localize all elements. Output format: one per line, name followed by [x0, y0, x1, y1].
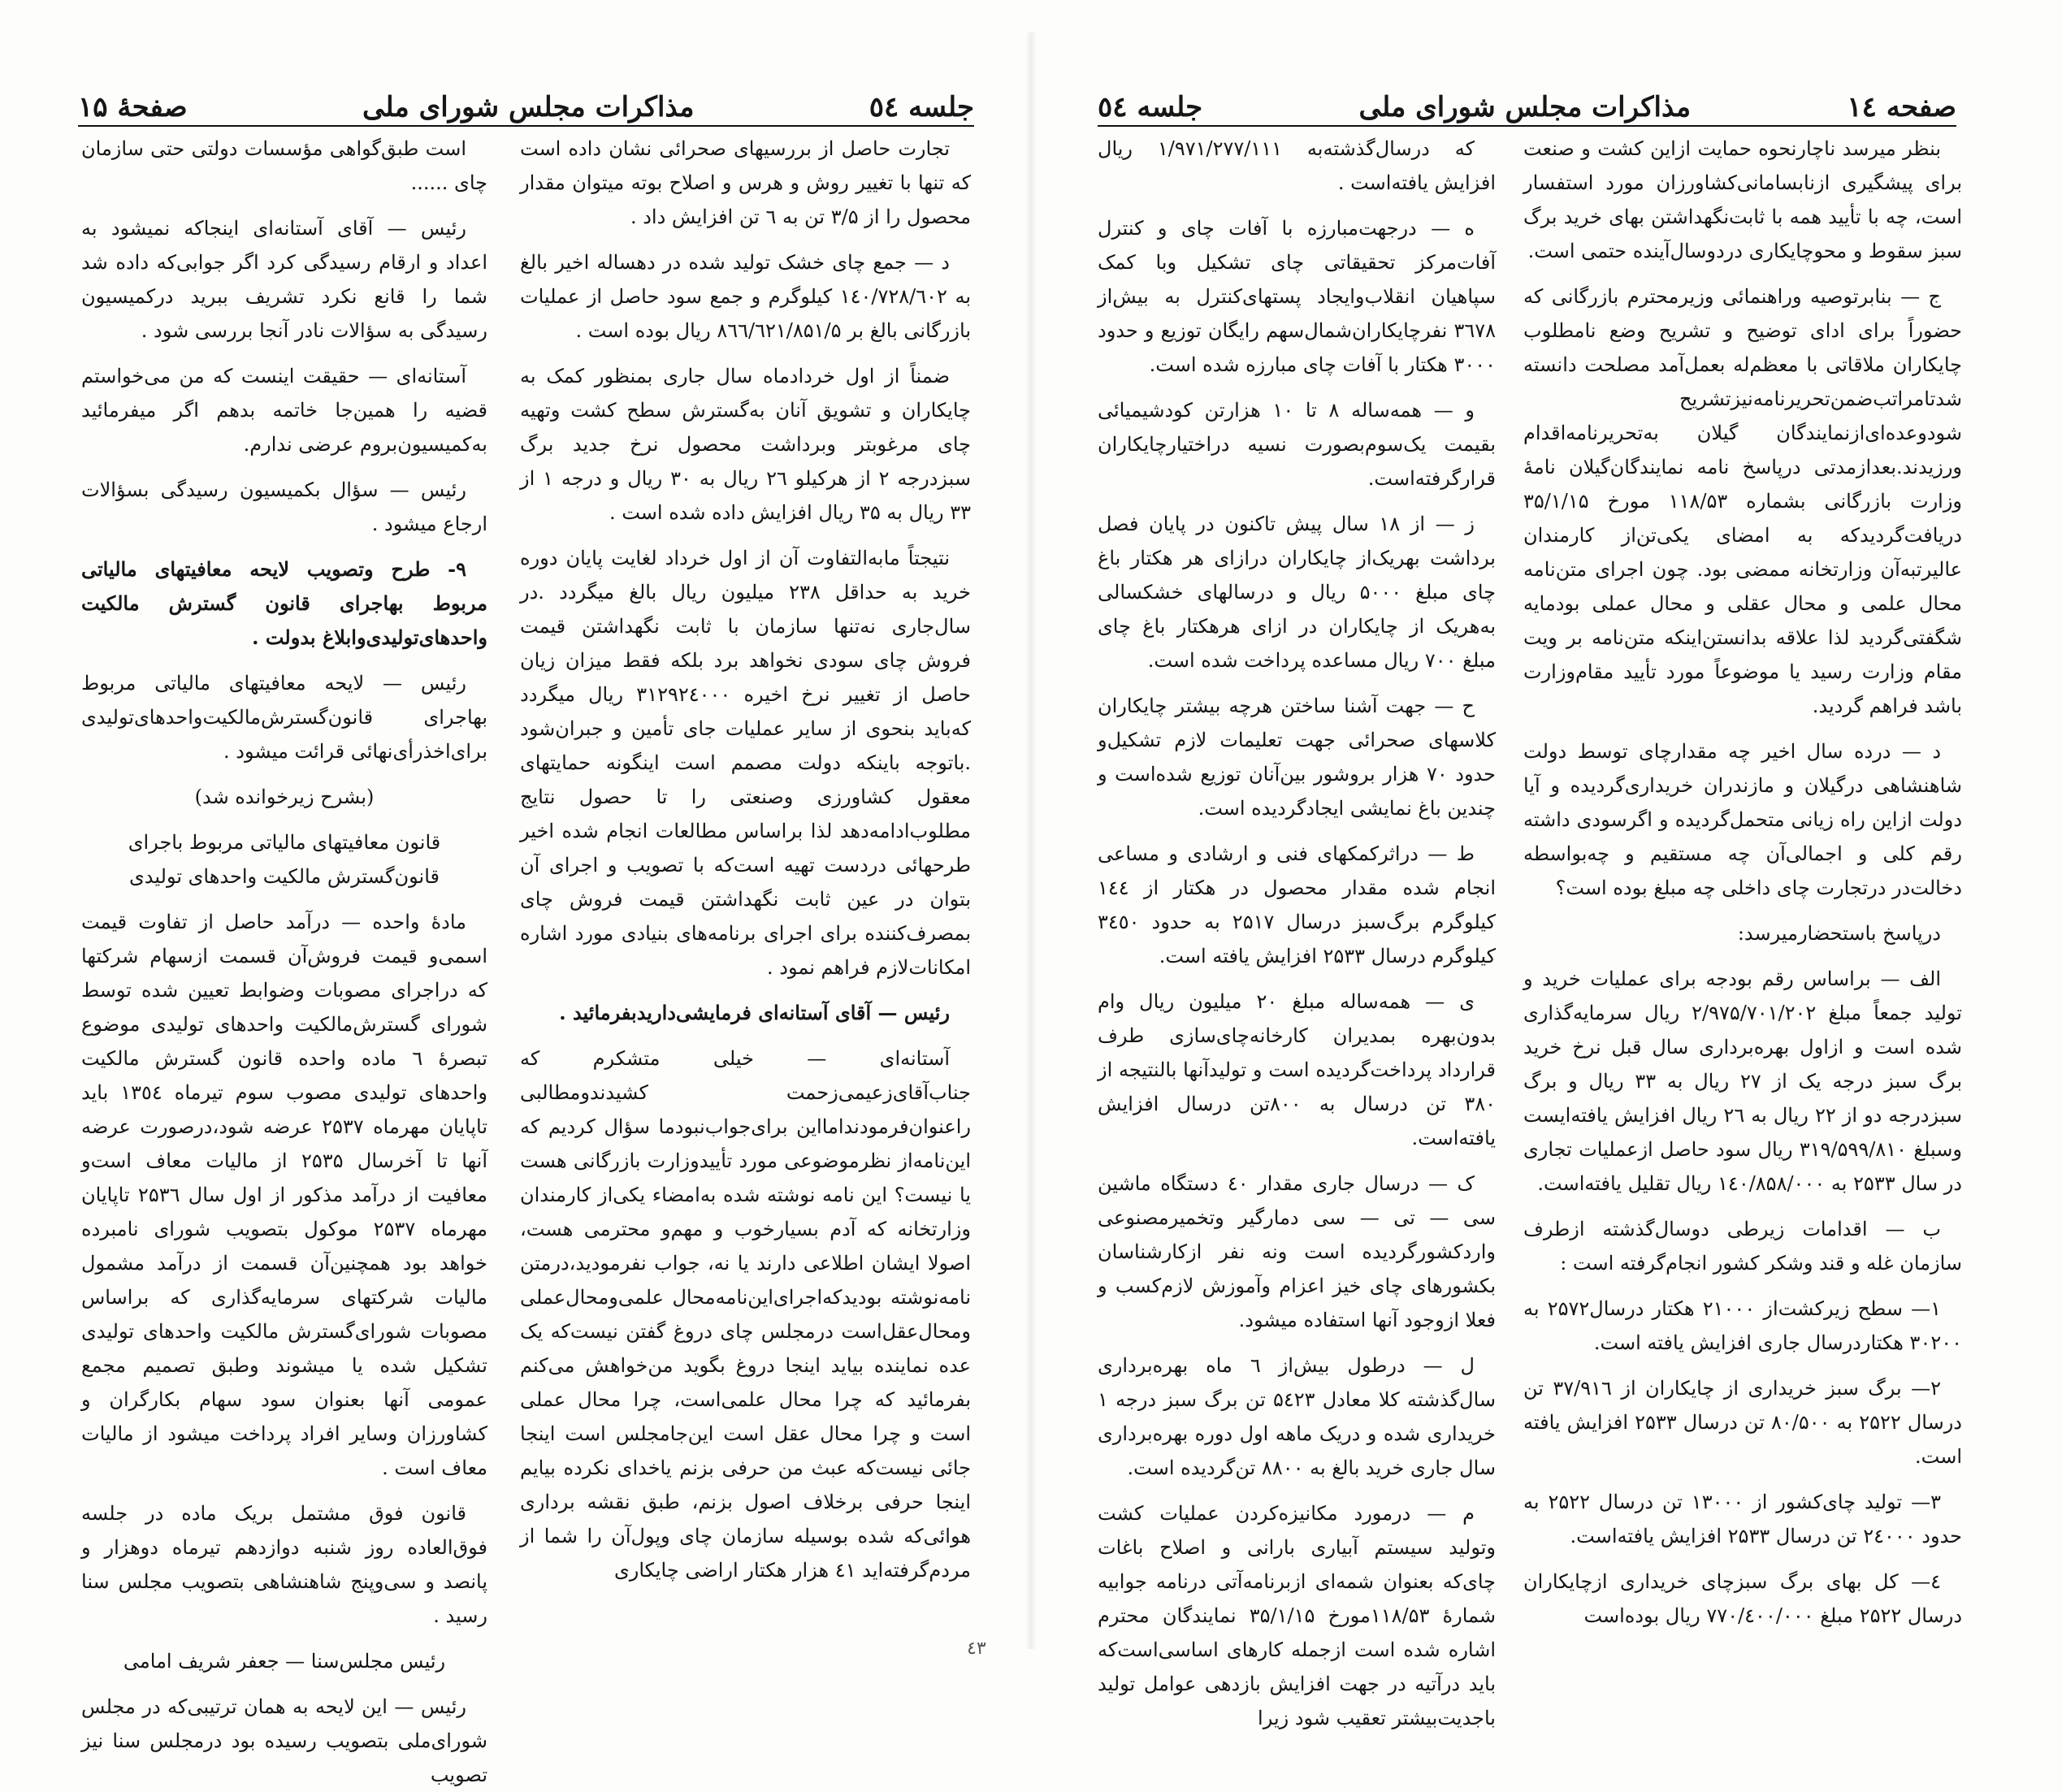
right-page-right-column [1523, 132, 1962, 1631]
agenda-heading: ۹- طرح وتصویب لایحه معافیتهای مالیاتی مربوط بهاجرای قانون گسترش مالکیت واحدهای‌تولیدی‌وابلاغ بدولت . [81, 557, 487, 649]
left-header-rule [78, 125, 974, 127]
right-page-session: جلسه ٥٤ [1098, 91, 1203, 123]
paragraph: ۱— سطح زیرکشت‌از ۲۱۰۰۰ هکتار درسال۲۵۷۲ به ۳۰۲۰۰ هکتاردرسال جاری افزایش یافته است. [1523, 1297, 1962, 1354]
paragraph: ٤— کل بهای برگ سبزچای خریداری ازچایکاران درسال ۲۵۲۲ مبلغ ۷۷۰/٤۰۰/۰۰۰ ریال بوده‌است [1523, 1570, 1962, 1627]
left-page-header [78, 71, 974, 123]
paragraph: ۲— برگ سبز خریداری از چایکاران از ۳۷/۹۱٦ تن درسال ۲۵۲۲ به ۸۰/۵۰۰ تن درسال ۲۵۳۳ افزایش یافته است. [1523, 1377, 1962, 1468]
paragraph: ط — دراثرکمکهای فنی و ارشادی و مساعی انجام شده مقدار محصول در هکتار از ۱٤٤ کیلوگرم برگ‌سبز درسال ۲۵۱۷ به حدود ۳٤٥۰ کیلوگرم درسال ۲۵۳۳ افزایش یافته است. [1098, 842, 1496, 967]
paragraph: د — درده سال اخیر چه مقدارچای توسط دولت شاهنشاهی درگیلان و مازندران خریداری‌گردیده و آیا دولت ازاین راه زیانی متحمل‌گردیده و اگرسودی داشته رقم کلی و اجمالی‌آن چه مستقیم و چه‌بواسطه دخالت‌در درتجارت چای داخلی چه مبلغ بوده است؟ [1523, 740, 1962, 899]
left-page-left-column [81, 132, 488, 1786]
right-page [1031, 0, 2062, 1729]
paragraph: ک — درسال جاری مقدار ٤۰ دستگاه ماشین سی — تی — سی دمارگیر وتخمیرمصنوعی وارد‌کشورگردیده است ونه نفر ازکارشناسان بکشورهای چای خیز اعزام وآموزش لازم‌کسب و فعلا ازوجود آنها استفاده میشود. [1098, 1172, 1496, 1331]
signature-line: رئیس مجلس‌سنا — جعفر شریف امامی [123, 1650, 446, 1673]
right-page-folio: صفحه ۱٤ [1847, 91, 1956, 123]
paragraph: ل — درطول بیش‌از ٦ ماه بهره‌برداری سال‌گذشته کلا معادل ۵٤۲۳ تن برگ سبز درجه ۱ خریداری شده و دریک ماهه اول دوره بهره‌برداری سال جاری خرید بالغ به ۸۸۰۰ تن‌گردیده است. [1098, 1354, 1496, 1479]
left-page [0, 0, 1031, 1786]
paragraph: رئیس — لایحه معافیتهای مالیاتی مربوط بهاجرای قانون‌گسترش‌مالکیت‌واحدهای‌تولیدی برای‌اخذرأی‌نهائی قرائت میشود . [81, 672, 487, 763]
paragraph: آستانه‌ای — خیلی متشکرم که جناب‌آقای‌زعیمی‌زحمت کشیدندومطالبی راعنوان‌فرمودنداما‌این برای‌جواب‌نبود‌ما سؤال کردیم که این‌نامه‌از نظرموضوعی مورد تأییدوزارت بازرگانی هست یا نیست؟ این نامه نوشته شده به‌امضاء یکی‌از کارمندان وزارتخانه که آدم بسیارخوب و مهم‌و محترمی هست، اصولا ایشان اطلاعی دارند یا نه، جواب نفرمودید،درمتن نامه‌نوشته بودید‌که‌اجرای‌این‌نامه‌محال علمی‌ومحال‌عملی ومحال‌عقل‌است درمجلس چای دروغ گفتن نیست‌که یک عده نماینده بیاید اینجا دروغ بگوید من‌خواهش می‌کنم بفرمائید که چرا محال علمی‌است، چرا محال عملی است و چرا محال عقل است این‌جامجلس است اینجا جائی نیست‌که عبث من حرفی بزنم یاخدای نکرده بیایم اینجا حرفی برخلاف اصول بزنم، طبق نقشه برداری هوائی‌که شده بوسیله سازمان چای وپول‌آن را شما از مردم‌گرفته‌اید ٤۱ هزار هکتار اراضی چایکاری [520, 1047, 971, 1582]
paragraph: ب — اقدامات زیرطی دوسال‌گذشته ازطرف سازمان غله و قند وشکر کشور انجام‌گرفته است : [1523, 1218, 1962, 1275]
paragraph: رئیس — آقای آستانه‌ای اینجاکه نمیشود به اعداد و ارقام رسیدگی کرد اگر جوابی‌که داده شد شما را قانع نکرد تشریف ببرید درکمیسیون رسیدگی به سؤالات نادر آنجا بررسی شود . [81, 217, 487, 342]
right-page-left-column [1098, 132, 1496, 1729]
paragraph: نتیجتاً مابه‌التفاوت آن از اول خرداد لغایت پایان دوره خرید به حداقل ۲۳۸ میلیون ریال بالغ میگردد .در سال‌جاری نه‌تنها سازمان با ثابت نگهداشتن قیمت فروش چای سودی نخواهد برد بلکه فقط میزان زیان حاصل از تغییر نرخ اخیره ۳۱۲۹۲٤۰۰۰ ریال میگردد که‌باید بنحوی از سایر عملیات جای تأمین و جبران‌شود .باتوجه باینکه دولت مصمم است اینگونه حمایتهای معقول کشاورزی وصنعتی را تا حصول نتایج مطلوب‌ادامه‌دهد لذا براساس مطالعات انجام شده اخیر طرحهائی دردست تهیه است‌که با تصویب و اجرای آن بتوان در عین ثابت نگهداشتن قیمت فروش چای بمصرف‌کننده برای اجرای برنامه‌های بنیادی مورد اشاره امکانات‌لازم فراهم نمود . [520, 547, 971, 979]
paragraph: مادهٔ واحده — درآمد حاصل از تفاوت قیمت اسمی‌و قیمت فروش‌آن قسمت ازسهام شرکتها که دراجرای مصوبات وضوابط تعیین شده توسط شورای گسترش‌مالکیت واحدهای تولیدی موضوع تبصرهٔ ٦ ماده واحده قانون گسترش مالکیت واحدهای تولیدی مصوب سوم تیرماه ۱۳٥٤ باید تاپایان مهرماه ۲۵۳۷ عرضه شود،درصورت عرضه آنها تا آخرسال ۲۵۳۵ از مالیات معاف است‌و معافیت از درآمد مذکور از اول سال ۲۵۳٦ تاپایان مهرماه ۲۵۳۷ موکول بتصویب شورای نامبرده خواهد بود همچنین‌آن قسمت از درآمد مشمول مالیات شرکتهای سرمایه‌گذاری که براساس مصوبات شورای‌گسترش مالکیت واحدهای تولیدی تشکیل شده یا میشوند وطبق تصمیم مجمع عمومی آنها بعنوان سود سهام بکارگران و کشاورزان وسایر افراد پرداخت میشود از مالیات معاف است . [81, 911, 488, 1479]
left-page-right-column [520, 132, 971, 1631]
right-header-rule [1098, 125, 1956, 127]
paragraph: ز — از ۱۸ سال پیش تاکنون در پایان فصل برداشت بهریک‌از چایکاران درازای هر هکتار باغ چای مبلغ ۵۰۰۰ ریال و درسالهای خشکسالی به‌هریک از چایکاران در ازای هرهکتار باغ چای مبلغ ۷۰۰ ریال مساعده پرداخت شده است. [1098, 513, 1496, 672]
reading-note: (بشرح زیرخوانده شد) [194, 786, 375, 808]
right-page-title: مذاکرات مجلس شورای ملی [1358, 91, 1692, 123]
paragraph: ی — همه‌ساله مبلغ ۲۰ میلیون ریال وام بدون‌بهره بمدیران کارخانه‌چای‌سازی طرف قرارداد پرداخت‌گردیده است و تولیدآنها بالنتیجه از ۳۸۰ تن درسال به ۸۰۰تن درسال افزایش یافته‌است. [1098, 990, 1496, 1149]
paragraph: رئیس — این لایحه به همان ترتیبی‌که در مجلس شورای‌ملی بتصویب رسیده بود درمجلس سنا نیز تصویب [81, 1695, 487, 1786]
paragraph: ح — جهت آشنا ساختن هرچه بیشتر چایکاران کلاسهای صحرائی جهت تعلیمات لازم تشکیل‌و حدود ۷۰ هزار بروشور بین‌آنان توزیع شده‌است و چندین باغ نمایشی ایجادگردیده است. [1098, 695, 1496, 820]
paragraph: ضمناً از اول خردادماه سال جاری بمنظور کمک به چایکاران و تشویق آنان به‌گسترش سطح کشت وتهیه چای مرغوبتر وبرداشت محصول نرخ جدید برگ سبزدرجه ۲ از هرکیلو ۲٦ ریال به ۳۰ ریال و درجه ۱ از ۳۳ ریال به ۳۵ ریال افزایش داده شده است . [520, 365, 972, 524]
paragraph: بنظر میرسد ناچارنحوه حمایت ازاین کشت و صنعت برای پیشگیری ازنابسامانی‌کشاورزان مورد استفسار است، چه با تأیید همه با ثابت‌نگهداشتن بهای خرید برگ سبز سقوط و محوچایکاری دردوسال‌آینده حتمی است. [1523, 137, 1962, 262]
paragraph: قانون فوق مشتمل بریک ماده در جلسه فوق‌العاده روز شنبه دوازدهم تیرماه دوهزار و پانصد و سی‌وپنج شاهنشاهی بتصویب مجلس سنا رسید . [81, 1502, 487, 1627]
paragraph: ج — بنابرتوصیه وراهنمائی وزیرمحترم بازرگانی که حضوراً برای ادای توضیح و تشریح وضع نامطلوب چایکاران ملاقاتی با معظم‌له بعمل‌آمد مصلحت دانسته شدتامراتب‌ضمن‌تحریرنامه‌نیزتشریح شود‌وعده‌ای‌ازنمایندگان گیلان به‌تحریرنامه‌اقدام ورزیدند.بعدازمدتی درپاسخ نامه نمایندگان‌گیلان نامهٔ وزارت بازرگانی بشماره ۱۱۸/۵۳ مورخ ۳۵/۱/۱۵ دریافت‌گردیدکه به امضای یکی‌تن‌از کارمندان عالیرتبه‌آن وزارتخانه ممضی بود. چون اجرای متن‌نامه محال علمی و محال عقلی و محال عملی بودمایه شگفتی‌گردید لذا علاقه بدانستن‌اینکه متن‌نامه بر ویت مقام وزارت رسید یا موضوعاً مورد تأیید مقام‌وزارت باشد فراهم گردید. [1523, 285, 1963, 717]
left-page-folio: صفحهٔ ۱۵ [78, 91, 188, 123]
paragraph: و — همه‌ساله ۸ تا ۱۰ هزارتن کودشیمیائی بقیمت یک‌سوم‌بصورت نسیه دراختیارچایکاران قرارگرفته‌است. [1098, 399, 1496, 490]
paragraph: رئیس — سؤال بکمیسیون رسیدگی بسؤالات ارجاع میشود . [81, 478, 487, 535]
paragraph: د — جمع چای خشک تولید شده در دهساله اخیر بالغ به ۱٤۰/۷۲۸/٦۰۲ کیلوگرم و جمع سود حاصل از عملیات بازرگانی بالغ بر ۸٦٦/٦۲۱/۸۵۱/۵ ریال بوده است . [520, 251, 971, 342]
bottom-page-mark: ٤٣ [967, 1638, 986, 1659]
left-page-title: مذاکرات مجلس شورای ملی [362, 91, 695, 123]
paragraph: م — درمورد مکانیزه‌کردن عملیات کشت وتولید سیستم آبیاری بارانی و اصلاح باغات چای‌که بعنوان شمه‌ای ازبرنامه‌آتی درنامه جوابیه شمارهٔ ۱۱۸/۵۳مورخ ۳۵/۱/۱۵ نمایندگان محترم اشاره شده است ازجمله کارهای اساسی‌است‌که باید درآتیه در جهت افزایش بازدهی عوامل تولید باجدیت‌بیشتر تعقیب شود زیرا [1098, 1502, 1496, 1729]
paragraph: درپاسخ باستحضارمیرسد: [1737, 922, 1941, 945]
paragraph: آستانه‌ای — حقیقت اینست که من می‌خواستم قضیه را همین‌جا خاتمه بدهم اگر میفرمائید به‌کمیسیون‌بروم عرضی ندارم. [81, 365, 487, 456]
speaker-line: رئیس — آقای آستانه‌ای فرمایشی‌داریدبفرمائید . [559, 1001, 950, 1024]
paragraph: که درسال‌گذشته‌به ۱/۹۷۱/۲۷۷/۱۱۱ ریال افزایش یافته‌است . [1098, 137, 1496, 194]
left-page-session: جلسه ٥٤ [869, 91, 974, 123]
paragraph: است طبق‌گواهی مؤسسات دولتی حتی سازمان چای ...... [81, 137, 487, 194]
paragraph: تجارت حاصل از بررسیهای صحرائی نشان داده است که تنها با تغییر روش و هرس و اصلاح بوته میتوان مقدار محصول را از ۳/۵ تن به ٦ تن افزایش داد . [520, 137, 972, 228]
paragraph: الف — براساس رقم بودجه برای عملیات خرید و تولید جمعاً مبلغ ۲/۹۷۵/۷۰۱/۲۰۲ ریال سرمایه‌گذاری شده است و ازاول بهره‌برداری سال قبل نرخ خرید برگ سبز درجه یک از ۲۷ ریال به ۳۳ ریال و برگ سبزدرجه دو از ۲۲ ریال به ۲٦ ریال افزایش یافته‌ایست وسبلغ ۳۱۹/۵۹۹/۸۱۰ ریال سود حاصل ازعملیات تجاری در سال ۲۵۳۳ به ۱٤۰/۸۵۸/۰۰۰ ریال تقلیل یافته‌است. [1523, 967, 1963, 1195]
paragraph: ۳— تولید چای‌کشور از ۱۳۰۰۰ تن درسال ۲۵۲۲ به حدود ۲٤۰۰۰ تن درسال ۲۵۳۳ افزایش یافته‌است. [1523, 1491, 1962, 1547]
law-title: قانون معافیتهای مالیاتی مربوط باجرای قانون‌گسترش مالکیت واحدهای تولیدی [128, 831, 441, 888]
paragraph: ه — درجهت‌مبارزه با آفات چای و کنترل آفات‌مرکز تحقیقاتی چای تشکیل وبا کمک سپاهیان انقلاب‌وایجاد پستهای‌کنترل به بیش‌از ۳٦۷۸ نفرچایکاران‌شمال‌سهم رایگان توزیع و حدود ۳۰۰۰ هکتار با آفات چای مبارزه شده است. [1098, 217, 1496, 376]
right-page-header [1098, 71, 1956, 123]
